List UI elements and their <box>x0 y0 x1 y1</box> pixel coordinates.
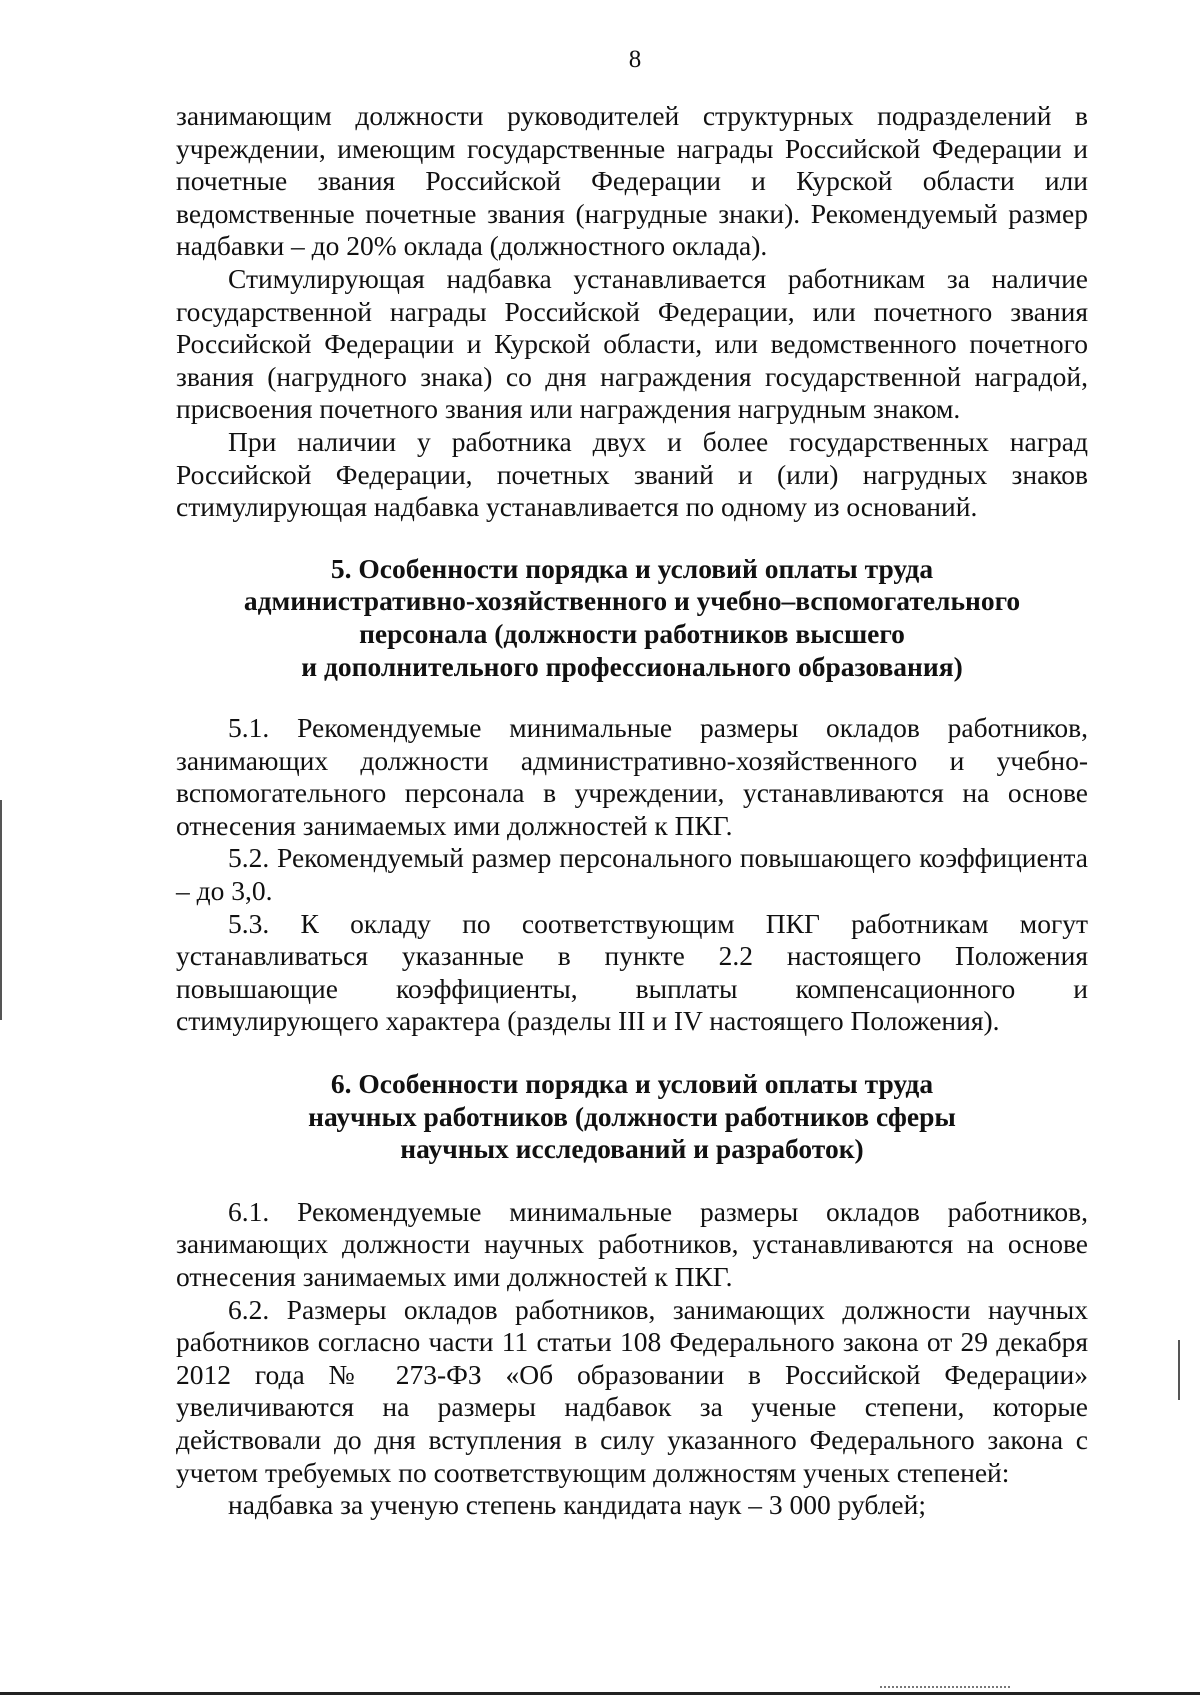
scan-edge-line-bottom <box>0 1692 1200 1695</box>
section-6-heading-line: научных работников (должности работников сферы <box>308 1100 956 1132</box>
section-5-heading-line: и дополнительного профессионального образования) <box>301 650 963 682</box>
scan-edge-line-left <box>0 800 2 1020</box>
section-6-heading <box>176 1068 1088 1166</box>
paragraph-6-2-allowance: надбавка за ученую степень кандидата наук – 3 000 рублей; <box>228 1489 926 1521</box>
page-number: 8 <box>628 46 642 73</box>
paragraph-multiple-awards: При наличии у работника двух и более государственных наград Российской Федерации, почетных званий и (или) нагрудных знаков стимулирующая надбавка устанавливается по одному из оснований. <box>176 425 1088 523</box>
paragraph-incentive-allowance: Стимулирующая надбавка устанавливается работникам за наличие государственной награды Российской Федерации, или почетного звания Российской Федерации и Курской области, или ведомственного почетного звания (нагрудного знака) со дня награждения государственной наградой, присвоения почетного звания или награждения нагрудным знаком. <box>176 262 1088 425</box>
paragraph-5-3: 5.3. К окладу по соответствующим ПКГ работникам могут устанавливаться указанные в пункте 2.2 настоящего Положения повышающие коэффициенты, выплаты компенсационного и стимулирующего характера (разделы III и IV настоящего Положения). <box>176 907 1088 1037</box>
paragraph-6-1: 6.1. Рекомендуемые минимальные размеры окладов работников, занимающих должности научных работников, устанавливаются на основе отнесения занимаемых ими должностей к ПКГ. <box>176 1195 1088 1292</box>
paragraph-5-2: 5.2. Рекомендуемый размер персонального повышающего коэффициента – до 3,0. <box>176 842 1088 907</box>
document-body <box>176 100 1088 1522</box>
section-5-heading-line: административно-хозяйственного и учебно–вспомогательного <box>243 585 1021 617</box>
section-5-heading <box>176 553 1088 683</box>
paragraph-6-2: 6.2. Размеры окладов работников, занимающих должности научных работников согласно части 11 статьи 108 Федерального закона от 29 декабря 2012 года № 273-ФЗ «Об образовании в Российской Федерации» увеличиваются на размеры надбавок за ученые степени, которые действовали до дня вступления в силу указанного Федерального закона с учетом требуемых по соответствующим должностям ученых степеней: <box>176 1293 1088 1488</box>
section-5-heading-line: персонала (должности работников высшего <box>359 617 905 649</box>
scan-artifact-dots <box>880 1686 1010 1690</box>
section-5-heading-line: 5. Особенности порядка и условий оплаты труда <box>330 552 934 584</box>
section-6-heading-line: 6. Особенности порядка и условий оплаты труда <box>330 1068 934 1100</box>
scan-edge-line-right <box>1178 1340 1180 1400</box>
section-6-heading-line: научных исследований и разработок) <box>400 1133 864 1165</box>
paragraph-5-1: 5.1. Рекомендуемые минимальные размеры окладов работников, занимающих должности административно-хозяйственного и учебно-вспомогательного персонала в учреждении, устанавливаются на основе отнесения занимаемых ими должностей к ПКГ. <box>176 712 1088 841</box>
paragraph-continuation: занимающим должности руководителей структурных подразделений в учреждении, имеющим государственные награды Российской Федерации и почетные звания Российской Федерации и Курской области или ведомственные почетные звания (нагрудные знаки). Рекомендуемый размер надбавки – до 20% оклада (должностного оклада). <box>176 100 1088 262</box>
